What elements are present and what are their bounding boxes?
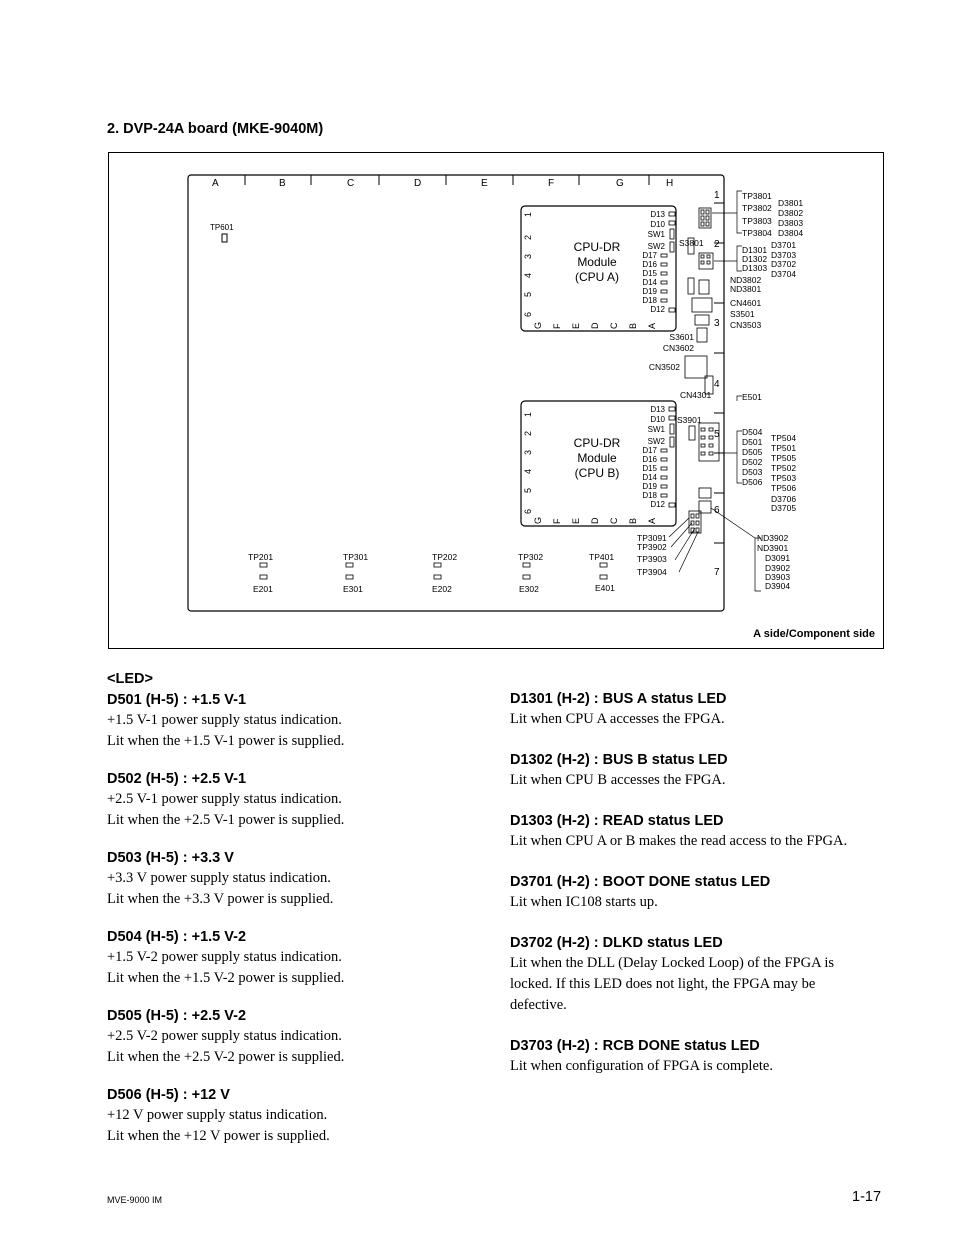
tp-label: TP202	[432, 552, 458, 562]
part-label: D3705	[771, 503, 797, 513]
module-row: 2	[523, 234, 533, 240]
led-entry-text: Lit when CPU A or B makes the read access to the FPGA.	[510, 833, 848, 849]
module-row: 1	[523, 411, 533, 417]
part-label: D3704	[771, 269, 797, 279]
part-label: D3703	[771, 250, 797, 260]
s3801-label: S3801	[679, 238, 704, 248]
led-entry	[107, 770, 487, 831]
module-led-label: D17	[642, 446, 657, 455]
d-group-3	[771, 240, 796, 279]
part-label: D3801	[778, 198, 804, 208]
row-label: 6	[714, 505, 720, 516]
nd-group-1	[730, 275, 761, 294]
page-number: 1-17	[852, 1189, 882, 1205]
led-entry-title: D501 (H-5) : +1.5 V-1	[107, 692, 247, 708]
module-led-label: D17	[642, 251, 657, 260]
part-label: ND3802	[730, 275, 762, 285]
part-label: ND3901	[757, 543, 789, 553]
part-label: CN4601	[730, 298, 762, 308]
module-led-label: D18	[642, 296, 657, 305]
board-figure	[108, 152, 884, 649]
part-label: D503	[742, 467, 763, 477]
module-b-title-2: Module	[577, 451, 617, 465]
led-entry-text: Lit when the +1.5 V-2 power is supplied.	[107, 970, 345, 986]
led-entry-text: +12 V power supply status indication.	[107, 1107, 328, 1123]
led-entry	[107, 691, 487, 752]
module-led-label: D15	[642, 269, 657, 278]
part-label: D1302	[742, 254, 768, 264]
led-entry	[510, 690, 900, 730]
module-col: G	[533, 516, 543, 524]
led-entry-title: D1302 (H-2) : BUS B status LED	[510, 752, 728, 768]
led-heading: <LED>	[107, 671, 153, 687]
part-label: TP505	[771, 453, 797, 463]
column-ruler	[245, 175, 649, 185]
module-led-label: D10	[650, 220, 665, 229]
module-b-row-labels	[523, 412, 533, 514]
cn3602-label: CN3602	[662, 343, 694, 353]
footer-doc-id: MVE-9000 IM	[107, 1195, 163, 1205]
s3601-label: S3601	[669, 332, 694, 342]
d-group-4	[742, 427, 763, 487]
module-col: B	[628, 322, 638, 329]
led-entry	[107, 849, 487, 910]
module-led-label: SW2	[647, 242, 665, 251]
row-label: 4	[714, 379, 720, 390]
part-label: D3706	[771, 494, 797, 504]
e-label: E202	[432, 584, 452, 594]
e-label: E201	[253, 584, 273, 594]
nd-group-2	[757, 533, 790, 591]
led-entry-title: D506 (H-5) : +12 V	[107, 1087, 230, 1103]
part-label: TP3802	[742, 203, 772, 213]
h-column-parts	[685, 208, 719, 533]
section-title: 2. DVP-24A board (MKE-9040M)	[107, 121, 324, 137]
part-label: D3803	[778, 218, 804, 228]
led-entry-title: D3703 (H-2) : RCB DONE status LED	[510, 1038, 760, 1054]
module-a-title-3: (CPU A)	[574, 270, 620, 284]
module-col: G	[533, 321, 543, 329]
col-label: A	[212, 178, 219, 189]
board-diagram	[109, 153, 885, 650]
figure-caption: A side/Component side	[753, 628, 875, 640]
led-entry-text: +2.5 V-2 power supply status indication.	[107, 1028, 342, 1044]
led-entry-text: Lit when CPU B accesses the FPGA.	[510, 772, 726, 788]
col-label: D	[414, 178, 422, 189]
led-entry-text: +2.5 V-1 power supply status indication.	[107, 791, 342, 807]
cn-group	[730, 298, 761, 330]
led-entry	[510, 1037, 900, 1077]
module-row: 6	[523, 508, 533, 514]
column-labels	[212, 178, 673, 189]
module-a-title-1: CPU-DR	[573, 240, 621, 254]
row-label: 7	[714, 567, 720, 578]
cn4301-label: CN4301	[680, 390, 712, 400]
module-col: B	[628, 517, 638, 524]
part-label: TP3804	[742, 228, 772, 238]
part-label: ND3801	[730, 284, 762, 294]
led-entry	[107, 1086, 487, 1147]
module-a-row-labels	[523, 212, 533, 317]
led-entry-title: D504 (H-5) : +1.5 V-2	[107, 929, 247, 945]
led-entry-title: D3701 (H-2) : BOOT DONE status LED	[510, 874, 771, 890]
module-row: 5	[523, 291, 533, 297]
d-group-1	[778, 198, 803, 238]
part-label: D3702	[771, 259, 797, 269]
module-col: C	[609, 517, 619, 524]
module-led-label: D16	[642, 260, 657, 269]
module-led-label: D16	[642, 455, 657, 464]
module-led-label: SW1	[647, 230, 665, 239]
module-row: 5	[523, 487, 533, 493]
led-entry-text: Lit when the +2.5 V-1 power is supplied.	[107, 812, 345, 828]
col-label: H	[666, 178, 674, 189]
part-label: TP3803	[742, 216, 772, 226]
module-b-col-labels	[533, 517, 657, 524]
module-col: E	[571, 517, 581, 524]
tp-group-2	[771, 433, 796, 493]
module-led-label: D13	[650, 405, 665, 414]
part-label: S3501	[730, 309, 755, 319]
led-descriptions-right	[510, 690, 900, 1098]
module-col: A	[647, 517, 657, 524]
module-b-leds	[642, 405, 665, 509]
part-label: D501	[742, 437, 763, 447]
led-entry-text: +3.3 V power supply status indication.	[107, 870, 331, 886]
led-entry-text: defective.	[510, 997, 567, 1013]
tp-group-1	[742, 191, 772, 238]
led-entry-text: +1.5 V-1 power supply status indication.	[107, 712, 342, 728]
row-ruler	[714, 203, 724, 543]
part-label: TP504	[771, 433, 797, 443]
led-entry	[510, 812, 900, 852]
row-label: 2	[714, 239, 720, 250]
part-label: TP3801	[742, 191, 772, 201]
e-label: E301	[343, 584, 363, 594]
d-group-2	[742, 245, 767, 273]
part-label: D504	[742, 427, 763, 437]
part-label: TP3902	[637, 542, 667, 552]
part-label: D1301	[742, 245, 768, 255]
col-label: F	[548, 178, 555, 189]
tp-label: TP301	[343, 552, 369, 562]
led-entry-title: D502 (H-5) : +2.5 V-1	[107, 771, 247, 787]
led-entry-text: Lit when the +3.3 V power is supplied.	[107, 891, 334, 907]
led-entry-text: Lit when the DLL (Delay Locked Loop) of the FPGA is	[510, 955, 835, 971]
led-entry-text: locked. If this LED does not light, the FPGA may be	[510, 976, 816, 992]
tp-group-3	[637, 533, 667, 577]
led-entry-title: D1303 (H-2) : READ status LED	[510, 813, 724, 829]
module-row: 4	[523, 272, 533, 278]
part-label: D505	[742, 447, 763, 457]
module-led-label: D12	[650, 305, 665, 314]
tp601-pad	[222, 234, 227, 242]
module-led-label: SW1	[647, 425, 665, 434]
led-entry-title: D505 (H-5) : +2.5 V-2	[107, 1008, 247, 1024]
module-col: E	[571, 322, 581, 329]
module-led-label: SW2	[647, 437, 665, 446]
module-col: C	[609, 322, 619, 329]
led-entry-title: D1301 (H-2) : BUS A status LED	[510, 691, 727, 707]
d-group-5	[771, 494, 796, 513]
module-row: 3	[523, 253, 533, 259]
tp-label: TP401	[589, 552, 615, 562]
bottom-test-points	[248, 552, 615, 594]
led-entry-text: Lit when configuration of FPGA is complete.	[510, 1058, 773, 1074]
module-led-label: D15	[642, 464, 657, 473]
part-label: TP506	[771, 483, 797, 493]
led-entry-text: +1.5 V-2 power supply status indication.	[107, 949, 342, 965]
led-entry	[107, 928, 487, 989]
part-label: D3091	[765, 553, 791, 563]
col-label: B	[279, 178, 286, 189]
led-entry-text: Lit when the +2.5 V-2 power is supplied.	[107, 1049, 345, 1065]
part-label: TP501	[771, 443, 797, 453]
part-label: ND3902	[757, 533, 789, 543]
part-label: D3802	[778, 208, 804, 218]
led-entry-title: D3702 (H-2) : DLKD status LED	[510, 935, 723, 951]
part-label: D3804	[778, 228, 804, 238]
module-led-label: D12	[650, 500, 665, 509]
e501-label: E501	[742, 392, 762, 402]
module-col: D	[590, 517, 600, 524]
led-entry	[510, 934, 900, 1016]
tp-label: TP302	[518, 552, 544, 562]
led-entry-text: Lit when CPU A accesses the FPGA.	[510, 711, 725, 727]
led-entry	[510, 873, 900, 913]
part-label: TP3903	[637, 554, 667, 564]
part-label: D506	[742, 477, 763, 487]
tp601-label: TP601	[210, 223, 234, 232]
part-label: D3902	[765, 563, 791, 573]
row-label: 3	[714, 318, 720, 329]
module-row: 2	[523, 430, 533, 436]
e-label: E302	[519, 584, 539, 594]
module-a-leds	[642, 210, 665, 314]
part-label: D502	[742, 457, 763, 467]
led-entry	[107, 1007, 487, 1068]
led-entry-text: Lit when IC108 starts up.	[510, 894, 658, 910]
module-row: 4	[523, 468, 533, 474]
part-label: D3903	[765, 572, 791, 582]
part-label: CN3503	[730, 320, 762, 330]
module-col: F	[552, 518, 562, 524]
row-label: 1	[714, 190, 720, 201]
col-label: E	[481, 178, 488, 189]
part-label: TP503	[771, 473, 797, 483]
module-led-label: D14	[642, 278, 657, 287]
module-led-label: D10	[650, 415, 665, 424]
bottom-pads	[260, 563, 607, 579]
part-label: D3701	[771, 240, 797, 250]
cn3502-label: CN3502	[648, 362, 680, 372]
module-row: 3	[523, 449, 533, 455]
module-col: F	[552, 323, 562, 329]
module-led-label: D18	[642, 491, 657, 500]
module-led-label: D19	[642, 287, 657, 296]
s3901-label: S3901	[677, 415, 702, 425]
part-label: TP502	[771, 463, 797, 473]
part-label: D1303	[742, 263, 768, 273]
row-label: 5	[714, 429, 720, 440]
part-label: D3904	[765, 581, 791, 591]
led-entry	[510, 751, 900, 791]
led-entry-text: Lit when the +1.5 V-1 power is supplied.	[107, 733, 345, 749]
tp-label: TP201	[248, 552, 274, 562]
module-row: 6	[523, 311, 533, 317]
module-led-label: D13	[650, 210, 665, 219]
e-label: E401	[595, 583, 615, 593]
led-descriptions-left	[107, 670, 487, 1165]
part-label: TP3904	[637, 567, 667, 577]
module-row: 1	[523, 211, 533, 217]
part-label: TP3091	[637, 533, 667, 543]
module-led-label: D19	[642, 482, 657, 491]
module-col: A	[647, 322, 657, 329]
module-a-col-labels	[533, 322, 657, 329]
col-label: C	[347, 178, 355, 189]
module-led-label: D14	[642, 473, 657, 482]
module-b-title-1: CPU-DR	[573, 436, 621, 450]
led-entry-title: D503 (H-5) : +3.3 V	[107, 850, 234, 866]
col-label: G	[616, 178, 624, 189]
module-a-title-2: Module	[577, 255, 617, 269]
module-b-title-3: (CPU B)	[574, 466, 620, 480]
led-entry-text: Lit when the +12 V power is supplied.	[107, 1128, 330, 1144]
module-col: D	[590, 322, 600, 329]
row-labels	[714, 190, 720, 578]
